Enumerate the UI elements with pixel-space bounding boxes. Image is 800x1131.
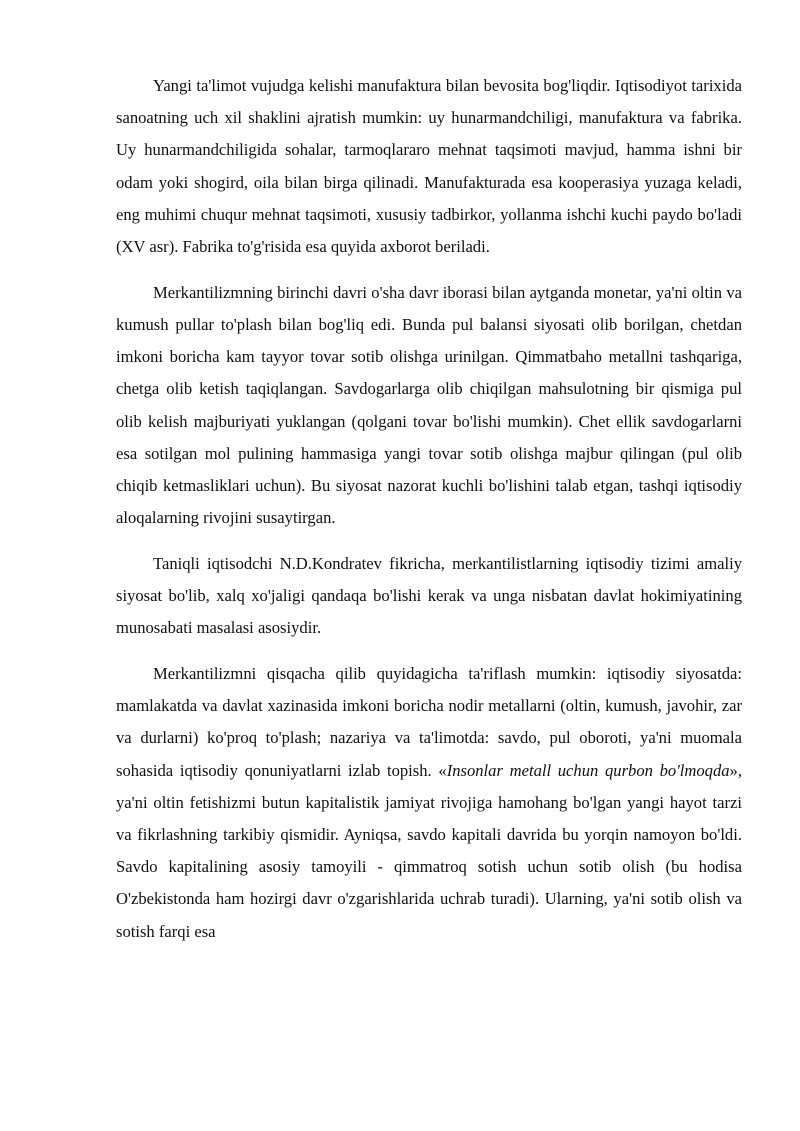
paragraph-merkantilizm-tarifi bbox=[116, 658, 742, 948]
paragraph-text-after-quote: », ya'ni oltin fetishizmi butun kapitalistik jamiyat rivojiga hamohang bo'lgan yangi hayot tarzi va fikrlashning tarkibiy qismidir. Ayniqsa, savdo kapitali davrida bu yorqin namoyon bo'ldi. Savdo kapitalining asosiy tamoyili - qimmatroq sotish uchun sotib olish (bu hodisa O'zbekistonda ham hozirgi davr o'zgarishlarida uchrab turadi). Ularning, ya'ni sotib olish va sotish farqi esa bbox=[116, 760, 742, 941]
italic-quote: Insonlar metall uchun qurbon bo'lmoqda bbox=[446, 760, 730, 780]
document-page bbox=[116, 70, 742, 948]
paragraph-kondratev: Taniqli iqtisodchi N.D.Kondratev fikricha, merkantilistlarning iqtisodiy tizimi amaliy siyosat bo'lib, xalq xo'jaligi qandaqa bo'lishi kerak va unga nisbatan davlat hokimiyatining munosabati masalasi asosiydir. bbox=[116, 553, 742, 638]
paragraph-merkantilizm-birinchi-davri: Merkantilizmning birinchi davri o'sha davr iborasi bilan aytganda monetar, ya'ni oltin va kumush pullar to'plash bilan bog'liq edi. Bunda pul balansi siyosati olib borilgan, chetdan imkoni boricha kam tayyor tovar sotib olishga urinilgan. Qimmatbaho metallni tashqariga, chetga olib ketish taqiqlangan. Savdogarlarga olib chiqilgan mahsulotning bir qismiga pul olib kelish majburiyati yuklangan (qolgani tovar bo'lishi mumkin). Chet ellik savdogarlarni esa sotilgan mol pulining hammasiga yangi tovar sotib olishga majbur qilingan (pul olib chiqib ketmasliklari uchun). Bu siyosat nazorat kuchli bo'lishini talab etgan, tashqi iqtisodiy aloqalarning rivojini susaytirgan. bbox=[116, 282, 742, 528]
paragraph-text-before-quote: Merkantilizmni qisqacha qilib quyidagicha ta'riflash mumkin: iqtisodiy siyosatda: mamlakatda va davlat xazinasida imkoni boricha nodir metallarni (oltin, kumush, javohir, zar va durlarni) ko'proq to'plash; nazariya va ta'limotda: savdo, pul oboroti, ya'ni muomala sohasida iqtisodiy qonuniyatlarni izlab topish. « bbox=[116, 663, 742, 780]
paragraph-manufaktura: Yangi ta'limot vujudga kelishi manufaktura bilan bevosita bog'liqdir. Iqtisodiyot tarixida sanoatning uch xil shaklini ajratish mumkin: uy hunarmandchiligi, manufaktura va fabrika. Uy hunarmandchiligida sohalar, tarmoqlararo mehnat taqsimoti mavjud, hamma ishni bir odam yoki shogird, oila bilan birga qilinadi. Manufakturada esa kooperasiya yuzaga keladi, eng muhimi chuqur mehnat taqsimoti, xususiy tadbirkor, yollanma ishchi kuchi paydo bo'ladi (XV asr). Fabrika to'g'risida esa quyida axborot beriladi. bbox=[116, 76, 742, 257]
